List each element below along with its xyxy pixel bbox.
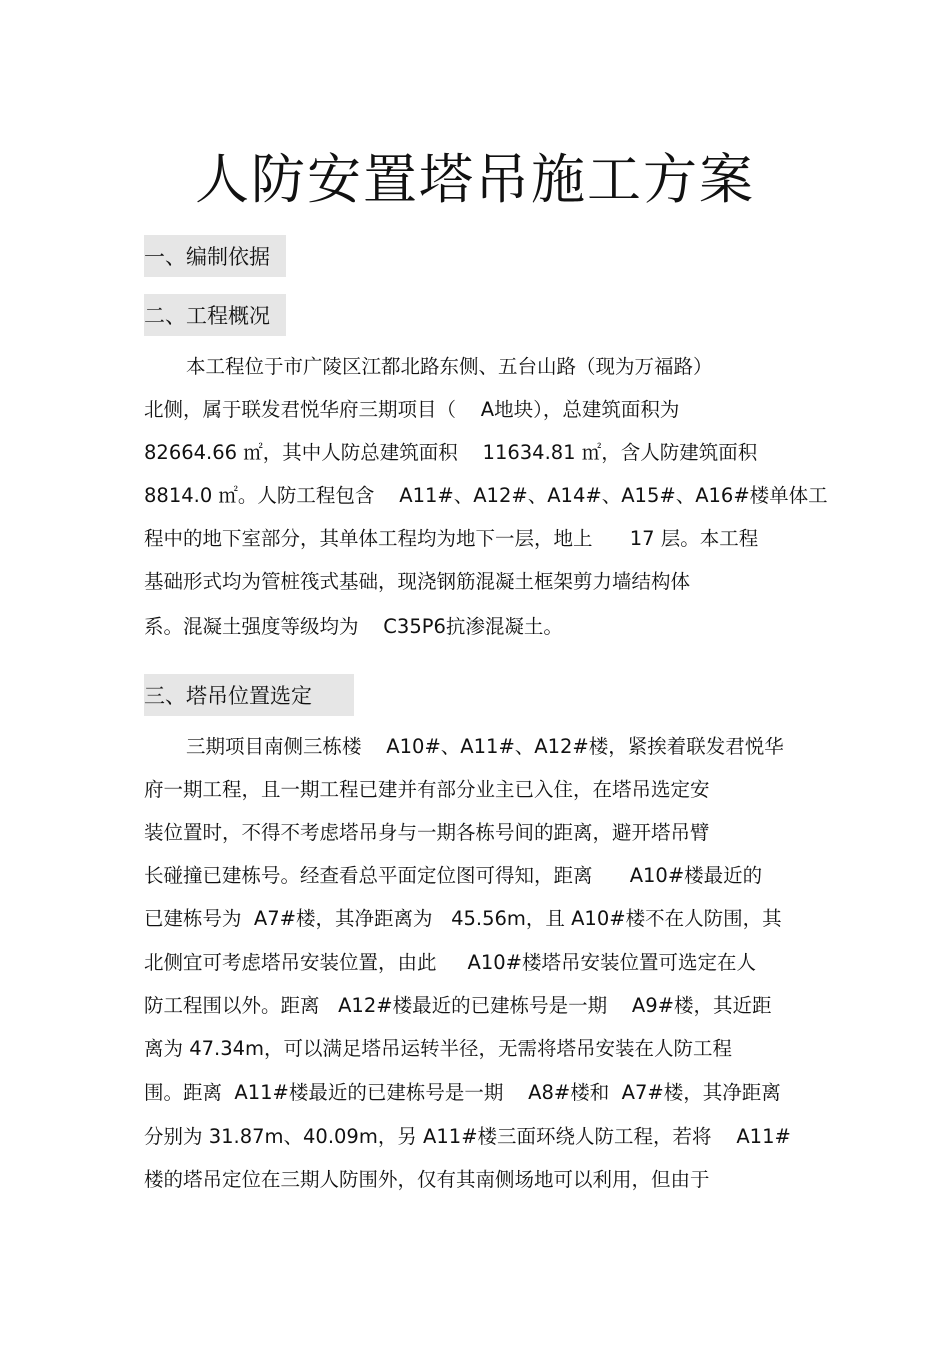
overview-line: 系。混凝土强度等级均为 C35P6抗渗混凝土。 [144, 615, 563, 638]
crane-position-line: 装位置时，不得不考虑塔吊身与一期各栋号间的距离，避开塔吊臂 [144, 821, 710, 844]
crane-position-line: 防工程围以外。距离 A12#楼最近的已建栋号是一期 A9#楼，其近距 [144, 994, 772, 1017]
overview-line: 本工程位于市广陵区江都北路东侧、五台山路（现为万福路） [186, 355, 713, 378]
crane-position-line: 府一期工程，且一期工程已建并有部分业主已入住，在塔吊选定安 [144, 778, 710, 801]
section-heading-basis: 一、编制依据 [144, 235, 286, 277]
overview-line: 82664.66 ㎡，其中人防总建筑面积 11634.81 ㎡，含人防建筑面积 [144, 441, 758, 464]
overview-line: 程中的地下室部分，其单体工程均为地下一层，地上 17 层。本工程 [144, 527, 759, 550]
overview-line: 基础形式均为管桩筏式基础，现浇钢筋混凝土框架剪力墙结构体 [144, 570, 691, 593]
crane-position-line: 离为 47.34m，可以满足塔吊运转半径，无需将塔吊安装在人防工程 [144, 1037, 733, 1060]
crane-position-line: 楼的塔吊定位在三期人防围外，仅有其南侧场地可以利用，但由于 [144, 1168, 710, 1191]
crane-position-line: 长碰撞已建栋号。经查看总平面定位图可得知，距离 A10#楼最近的 [144, 864, 763, 887]
crane-position-line: 围。距离 A11#楼最近的已建栋号是一期 A8#楼和 A7#楼，其净距离 [144, 1081, 781, 1104]
overview-line: 8814.0 ㎡。人防工程包含 A11#、A12#、A14#、A15#、A16#楼单体工 [144, 484, 828, 507]
crane-position-line: 三期项目南侧三栋楼 A10#、A11#、A12#楼，紧挨着联发君悦华 [186, 735, 784, 758]
crane-position-line: 已建栋号为 A7#楼，其净距离为 45.56m，且 A10#楼不在人防围，其 [144, 907, 782, 930]
section-heading-crane-position: 三、塔吊位置选定 [144, 674, 354, 716]
overview-line: 北侧，属于联发君悦华府三期项目（ A地块），总建筑面积为 [144, 398, 680, 421]
crane-position-line: 北侧宜可考虑塔吊安装位置，由此 A10#楼塔吊安装位置可选定在人 [144, 951, 756, 974]
section-heading-overview: 二、工程概况 [144, 294, 286, 336]
document-title: 人防安置塔吊施工方案 [195, 148, 755, 211]
crane-position-line: 分别为 31.87m、40.09m，另 A11#楼三面环绕人防工程，若将 A11# [144, 1125, 791, 1148]
